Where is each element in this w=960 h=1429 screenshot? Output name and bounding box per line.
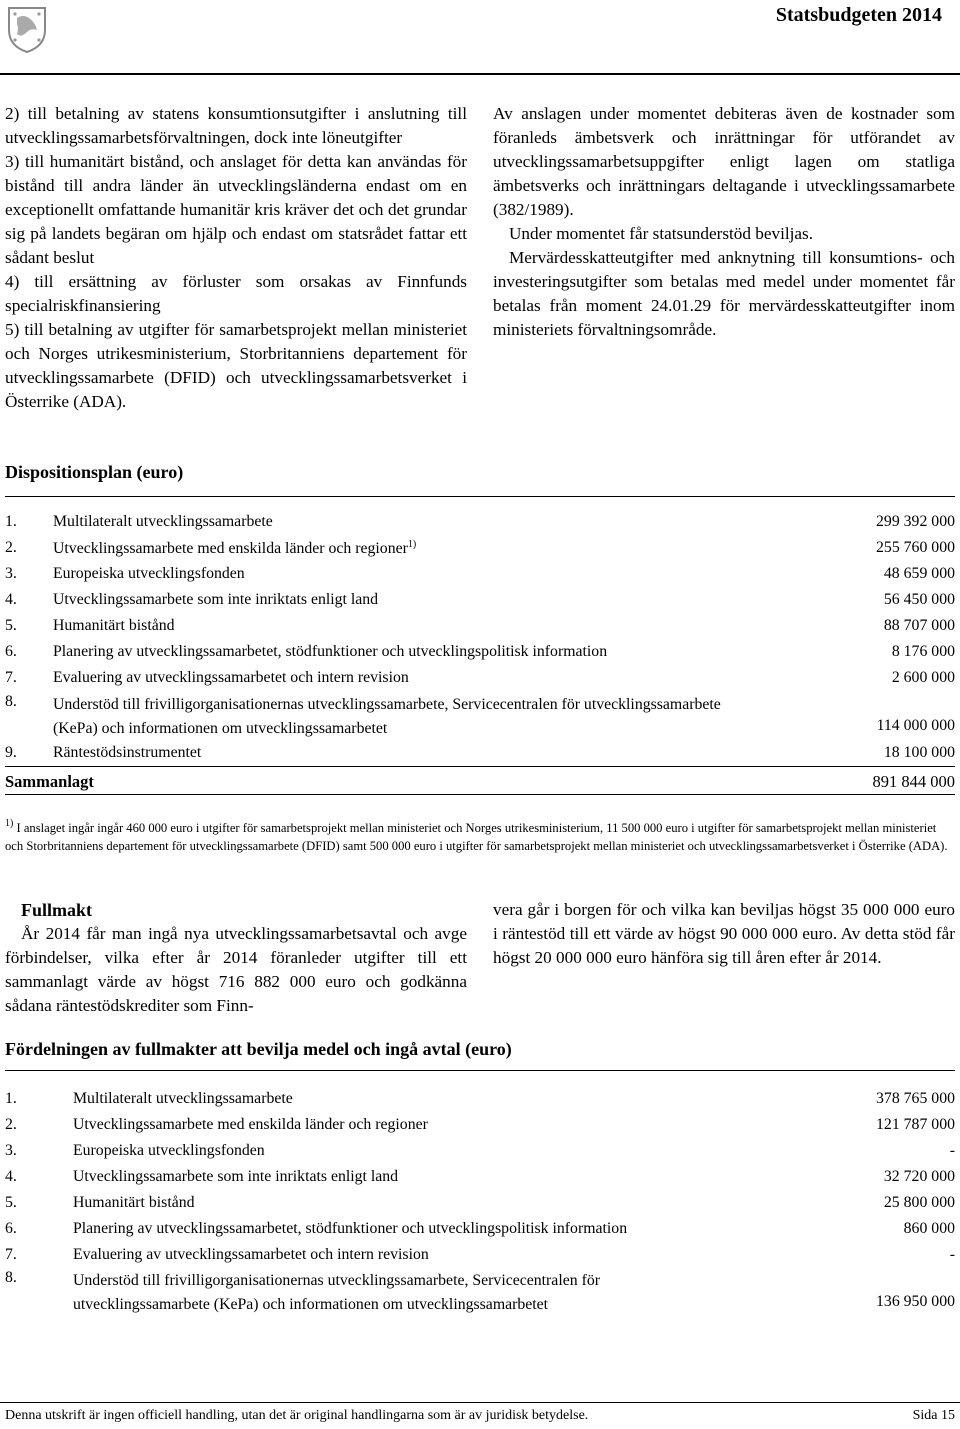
row-number: 9. — [5, 744, 17, 761]
table-row — [5, 513, 955, 537]
row-number: 1. — [5, 513, 17, 530]
paragraph: vera går i borgen för och vilka kan beviljas högst 35 000 000 euro i räntestöd till ett värde av högst 90 000 000 euro. Av detta stöd får högst 20 000 000 euro hänföra sig till åren efter år 2014. — [493, 900, 955, 967]
fullmakt-title: Fullmakt — [21, 900, 93, 920]
row-label: Europeiska utvecklingsfonden — [73, 1142, 265, 1159]
row-value: 121 787 000 — [876, 1116, 955, 1133]
table-divider — [5, 496, 955, 497]
row-value: 2 600 000 — [891, 669, 955, 686]
row-label: Utvecklingssamarbete som inte inriktats enligt land — [73, 1168, 399, 1185]
footnote — [5, 815, 955, 855]
disposition-table — [5, 496, 955, 796]
row-label — [53, 539, 416, 558]
total-label: Sammanlagt — [5, 772, 94, 791]
header-divider — [0, 73, 960, 75]
fordelning-table — [5, 1070, 955, 1320]
row-value: 56 450 000 — [883, 591, 955, 608]
row-label: Evaluering av utvecklingssamarbetet och intern revision — [73, 1246, 429, 1263]
row-number: 2. — [5, 1116, 17, 1133]
footnote-text: I anslaget ingår ingår 460 000 euro i utgifter för samarbetsprojekt mellan ministeriet och Norges utrikesministerium, 11 500 000 euro i utgifter för samarbetsprojekt mellan ministeriet och Storbritanniens departement för utvecklingssamarbete (DFID) samt 500 000 euro i utgifter för samarbetsprojekt mellan ministeriet och utvecklingssamarbetsverket i Österrike (ADA). — [5, 821, 948, 853]
row-value: 25 800 000 — [883, 1194, 955, 1211]
row-value: 136 950 000 — [876, 1293, 955, 1310]
paragraph: Under momentet får statsunderstöd beviljas. — [509, 224, 814, 243]
row-label: Understöd till frivilligorganisationernas utvecklingssamarbete, Servicecentralen för utvecklingssamarbete (KePa) och informationen om utvecklingssamarbetet — [73, 1272, 600, 1313]
table-row — [5, 1168, 955, 1192]
row-label-text: Utvecklingssamarbete med enskilda länder och regioner — [53, 540, 408, 557]
row-label: Utvecklingssamarbete med enskilda länder och regioner — [73, 1116, 428, 1133]
row-label: Multilateralt utvecklingssamarbete — [53, 513, 273, 530]
row-number: 4. — [5, 1168, 17, 1185]
footnote-ref: 1) — [407, 539, 417, 550]
row-value: - — [949, 1246, 955, 1263]
table-divider — [5, 794, 955, 795]
table-total-row — [5, 772, 955, 796]
row-number: 5. — [5, 617, 17, 634]
row-value: - — [949, 1142, 955, 1159]
paragraph: 3) till humanitärt bistånd, och anslaget för detta kan användas för bistånd till andra länder än utvecklingsländerna endast om en exceptionellt omfattande humanitär kris kräver det och det grundar sig på landets begäran om hjälp och endast om statsrådet fattar ett sådant beslut — [5, 152, 467, 267]
table-row — [5, 591, 955, 615]
row-value: 88 707 000 — [883, 617, 955, 634]
table-row — [5, 669, 955, 693]
paragraph: 2) till betalning av statens konsumtionsutgifter i anslutning till utvecklingssamarbetsförvaltningen, dock inte löneutgifter — [5, 104, 467, 147]
row-number: 7. — [5, 1246, 17, 1263]
row-number: 6. — [5, 643, 17, 660]
page-number: Sida 15 — [912, 1408, 955, 1423]
paragraph: Av anslagen under momentet debiteras även de kostnader som föranleds ämbetsverk och inrättningar för utförandet av utvecklingssamarbetsuppgifter enligt lagen om statliga ämbetsverks och inrättningars deltagande i utvecklingssamarbete (382/1989). — [493, 104, 955, 219]
row-label: Planering av utvecklingssamarbetet, stödfunktioner och utvecklingspolitisk information — [53, 643, 608, 660]
table-row — [5, 565, 955, 589]
row-label: Multilateralt utvecklingssamarbete — [73, 1090, 293, 1107]
table-row — [5, 1116, 955, 1140]
table-divider — [5, 1070, 955, 1071]
row-value: 860 000 — [903, 1220, 955, 1237]
footer-disclaimer: Denna utskrift är ingen officiell handling, utan det är original handlingarna som är av juridisk betydelse. — [5, 1408, 589, 1423]
footnote-marker: 1) — [5, 818, 14, 829]
row-label: Evaluering av utvecklingssamarbetet och intern revision — [53, 669, 409, 686]
right-text-column — [493, 102, 955, 342]
row-number: 3. — [5, 1142, 17, 1159]
paragraph: 4) till ersättning av förluster som orsakas av Finnfunds specialriskfinansiering — [5, 272, 467, 315]
row-label: Räntestödsinstrumentet — [53, 744, 202, 761]
paragraph: Mervärdesskatteutgifter med anknytning till konsumtions- och investeringsutgifter som betalas med medel under momentet får betalas från moment 24.01.29 för mervärdesskatteutgifter inom ministeriets förvaltningsområde. — [493, 248, 955, 339]
row-number: 3. — [5, 565, 17, 582]
row-number: 4. — [5, 591, 17, 608]
row-number: 5. — [5, 1194, 17, 1211]
page-header-title: Statsbudgeten 2014 — [775, 4, 942, 26]
fordelning-title: Fördelningen av fullmakter att bevilja medel och ingå avtal (euro) — [5, 1039, 512, 1059]
row-value: 299 392 000 — [876, 513, 955, 530]
row-value: 8 176 000 — [891, 643, 955, 660]
table-row — [5, 1269, 955, 1317]
row-value: 114 000 000 — [876, 717, 955, 734]
row-number: 1. — [5, 1090, 17, 1107]
table-row — [5, 539, 955, 563]
table-row — [5, 744, 955, 768]
row-label: Humanitärt bistånd — [73, 1194, 195, 1211]
fullmakt-right-column — [493, 898, 955, 970]
row-value: 18 100 000 — [883, 744, 955, 761]
paragraph: 5) till betalning av utgifter för samarbetsprojekt mellan ministeriet och Norges utrikesministerium, Storbritanniens departement för utvecklingssamarbete (DFID) och utvecklingssamarbetsverket i Österrike (ADA). — [5, 320, 467, 411]
row-label: Planering av utvecklingssamarbetet, stödfunktioner och utvecklingspolitisk information — [73, 1220, 628, 1237]
row-number: 6. — [5, 1220, 17, 1237]
row-value: 255 760 000 — [876, 539, 955, 556]
table-row — [5, 1246, 955, 1270]
coat-of-arms-icon — [5, 4, 49, 54]
row-number: 8. — [5, 693, 17, 710]
row-number: 2. — [5, 539, 17, 556]
table-row — [5, 617, 955, 641]
row-number: 8. — [5, 1269, 17, 1286]
row-value: 32 720 000 — [883, 1168, 955, 1185]
table-row — [5, 1090, 955, 1114]
fullmakt-left-column — [5, 898, 467, 1018]
table-row — [5, 693, 955, 741]
left-text-column — [5, 102, 467, 414]
disposition-title: Dispositionsplan (euro) — [5, 462, 184, 482]
row-value: 48 659 000 — [883, 565, 955, 582]
row-value: 378 765 000 — [876, 1090, 955, 1107]
paragraph: År 2014 får man ingå nya utvecklingssamarbetsavtal och avge förbindelser, vilka efter år 2014 föranleder utgifter till ett sammanlagt värde av högst 716 882 000 euro och godkänna sådana räntestödskrediter som Finn- — [5, 924, 467, 1015]
table-row — [5, 643, 955, 667]
row-label: Understöd till frivilligorganisationernas utvecklingssamarbete, Servicecentralen för utvecklingssamarbete (KePa) och informationen om utvecklingssamarbetet — [53, 696, 721, 737]
row-label: Humanitärt bistånd — [53, 617, 175, 634]
row-number: 7. — [5, 669, 17, 686]
total-value: 891 844 000 — [872, 772, 955, 791]
table-row — [5, 1194, 955, 1218]
footer-divider — [0, 1402, 960, 1403]
table-row — [5, 1220, 955, 1244]
table-row — [5, 1142, 955, 1166]
row-label: Europeiska utvecklingsfonden — [53, 565, 245, 582]
table-divider — [5, 766, 955, 767]
row-label: Utvecklingssamarbete som inte inriktats enligt land — [53, 591, 379, 608]
